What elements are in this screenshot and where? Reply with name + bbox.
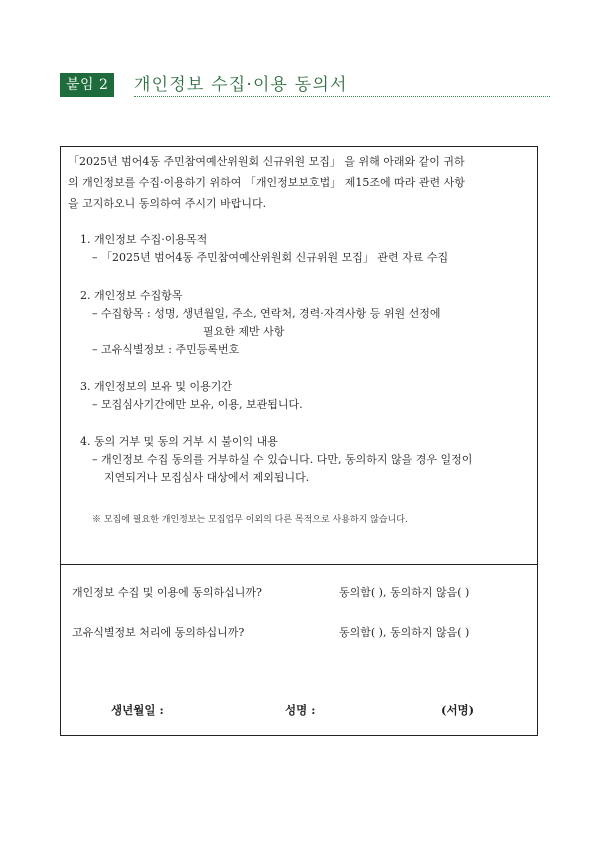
intro-line: 의 개인정보를 수집·이용하기 위하여 「개인정보보호법」 제15조에 따라 관련 사항 <box>68 176 465 189</box>
section-title-refusal: 4. 동의 거부 및 동의 거부 시 불이익 내용 <box>80 435 278 448</box>
section-item: – 수집항목 : 성명, 생년월일, 주소, 연락처, 경력·자격사항 등 위원 선정에 <box>92 307 441 320</box>
intro-line: 을 고지하오니 동의하여 주시기 바랍니다. <box>68 197 267 210</box>
section-divider <box>61 564 537 565</box>
section-item-continued: 지연되거나 모집심사 대상에서 제외됩니다. <box>104 471 310 484</box>
signature-label: (서명) <box>441 703 475 717</box>
dotted-divider <box>134 96 550 97</box>
section-item: – 모집심사기간에만 보유, 이용, 보관됩니다. <box>92 398 303 411</box>
section-title-retention: 3. 개인정보의 보유 및 이용기간 <box>80 380 232 393</box>
section-title-purpose: 1. 개인정보 수집·이용목적 <box>80 233 208 246</box>
section-title-items: 2. 개인정보 수집항목 <box>80 289 183 302</box>
name-label: 성명 : <box>285 703 316 717</box>
consent-form-box <box>60 146 538 736</box>
section-item-continued: 필요한 제반 사항 <box>203 325 285 338</box>
consent-options-personal-info[interactable]: 동의함( ), 동의하지 않음( ) <box>339 586 470 599</box>
consent-question-personal-info: 개인정보 수집 및 이용에 동의하십니까? <box>72 586 262 599</box>
birthdate-label: 생년월일 : <box>111 703 164 717</box>
intro-line: 「2025년 범어4동 주민참여예산위원회 신규위원 모집」 을 위해 아래와 같이 귀하 <box>68 155 465 168</box>
consent-options-unique-id[interactable]: 동의함( ), 동의하지 않음( ) <box>339 626 470 639</box>
notice-text: ※ 모집에 필요한 개인정보는 모집업무 이외의 다른 목적으로 사용하지 않습니다. <box>92 515 408 525</box>
section-item: – 「2025년 범어4동 주민참여예산위원회 신규위원 모집」 관련 자료 수집 <box>92 251 449 264</box>
consent-question-unique-id: 고유식별정보 처리에 동의하십니까? <box>72 626 245 639</box>
section-item: – 고유식별정보 : 주민등록번호 <box>92 343 240 356</box>
section-item: – 개인정보 수집 동의를 거부하실 수 있습니다. 다만, 동의하지 않을 경우 일정이 <box>92 453 473 466</box>
document-title: 개인정보 수집·이용 동의서 <box>134 75 348 95</box>
document-header <box>60 70 550 100</box>
attachment-tag: 붙임 2 <box>60 73 114 97</box>
